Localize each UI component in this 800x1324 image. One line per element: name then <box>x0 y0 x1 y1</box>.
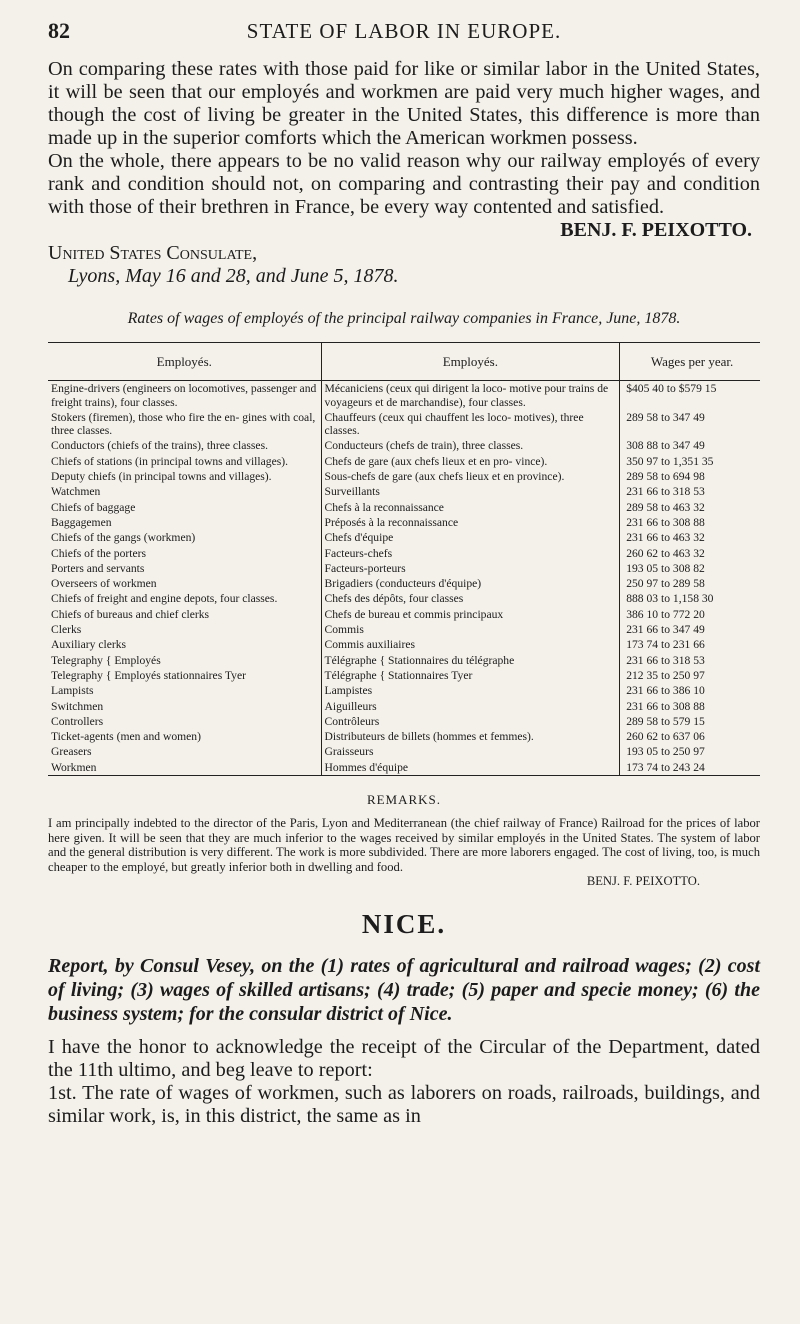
wages-cell: 173 74 to 243 24 <box>626 760 705 774</box>
wages-cell: 193 05 to 250 97 <box>626 745 705 759</box>
employe-en-cell: Chiefs of stations (in principal towns and villages). <box>48 454 321 469</box>
wages-cell: 231 66 to 318 53 <box>626 485 705 499</box>
employe-fr-cell: Lampistes <box>321 683 620 698</box>
wages-cell: 231 66 to 308 88 <box>626 515 705 529</box>
employe-en-cell: Porters and servants <box>48 561 321 576</box>
employe-fr-cell: Conducteurs (chefs de train), three classes. <box>321 438 620 453</box>
employe-en-cell: Ticket-agents (men and women) <box>48 729 321 744</box>
page-number: 82 <box>48 18 70 43</box>
employe-fr-cell: Surveillants <box>321 484 620 499</box>
employe-en-cell: Telegraphy { Employés <box>48 653 321 668</box>
employe-fr-cell: Chefs de bureau et commis principaux <box>321 607 620 622</box>
wages-cell: 231 66 to 386 10 <box>626 684 705 698</box>
section-title: NICE. <box>361 909 447 940</box>
table-row <box>48 410 760 439</box>
employe-fr-cell: Facteurs-chefs <box>321 546 620 561</box>
employe-fr-cell: Hommes d'équipe <box>321 760 620 776</box>
wages-cell: 289 58 to 347 49 <box>626 410 705 424</box>
table-row <box>48 668 760 683</box>
table-header-row <box>48 343 760 381</box>
wages-cell: 888 03 to 1,158 30 <box>626 592 714 606</box>
consulate-dates: Lyons, May 16 and 28, and June 5, 1878. <box>68 265 399 287</box>
running-head <box>48 18 760 48</box>
employe-en-cell: Engine-drivers (engineers on locomotives, passenger and freight trains), four classes. <box>48 381 321 410</box>
employe-fr-cell: Mécaniciens (ceux qui dirigent la loco- motive pour trains de voyageurs et de marchandise), four classes. <box>321 381 620 410</box>
wages-cell: 173 74 to 231 66 <box>626 638 705 652</box>
employe-en-cell: Workmen <box>48 760 321 776</box>
remarks-heading: REMARKS. <box>366 792 442 808</box>
table-row <box>48 714 760 729</box>
consulate-name: United States Consulate, <box>48 242 258 264</box>
wages-table <box>48 342 760 776</box>
employe-en-cell: Deputy chiefs (in principal towns and villages). <box>48 469 321 484</box>
employe-en-cell: Overseers of workmen <box>48 576 321 591</box>
employe-fr-cell: Préposés à la reconnaissance <box>321 515 620 530</box>
wages-cell: 260 62 to 463 32 <box>626 546 705 560</box>
employe-en-cell: Greasers <box>48 744 321 759</box>
employe-en-cell: Chiefs of bureaus and chief clerks <box>48 607 321 622</box>
employe-en-cell: Auxiliary clerks <box>48 637 321 652</box>
employe-fr-cell: Distributeurs de billets (hommes et femmes). <box>321 729 620 744</box>
report-paragraph: I have the honor to acknowledge the receipt of the Circular of the Department, dated the 11th ultimo, and beg leave to report: <box>48 1036 760 1082</box>
table-row <box>48 561 760 576</box>
table-row <box>48 622 760 637</box>
employe-fr-cell: Sous-chefs de gare (aux chefs lieux et en province). <box>321 469 620 484</box>
employe-fr-cell: Aiguilleurs <box>321 699 620 714</box>
intro-paragraph: On the whole, there appears to be no valid reason why our railway employés of every rank and condition should not, on comparing and contrasting their pay and condition with those of their brethren in France, be every way contented and satisfied. <box>48 150 760 218</box>
employe-en-cell: Telegraphy { Employés stationnaires Tyer <box>48 668 321 683</box>
employe-fr-cell: Télégraphe { Stationnaires du télégraphe <box>321 653 620 668</box>
employe-fr-cell: Chefs des dépôts, four classes <box>321 591 620 606</box>
wages-cell: 231 66 to 463 32 <box>626 531 705 545</box>
table-row <box>48 515 760 530</box>
wages-cell: 386 10 to 772 20 <box>626 607 705 621</box>
wages-cell: 308 88 to 347 49 <box>626 439 705 453</box>
wages-cell: 193 05 to 308 82 <box>626 561 705 575</box>
employe-en-cell: Watchmen <box>48 484 321 499</box>
employe-fr-cell: Télégraphe { Stationnaires Tyer <box>321 668 620 683</box>
table-row <box>48 591 760 606</box>
header-employes-en: Employés. <box>48 343 321 381</box>
table-row <box>48 729 760 744</box>
wages-cell: 289 58 to 463 32 <box>626 500 705 514</box>
header-wages: Wages per year. <box>620 343 760 381</box>
table-row <box>48 438 760 453</box>
running-head-title: STATE OF LABOR IN EUROPE. <box>246 19 562 43</box>
table-row <box>48 381 760 410</box>
wages-cell: 231 66 to 308 88 <box>626 699 705 713</box>
table-row <box>48 469 760 484</box>
wages-cell: 289 58 to 579 15 <box>626 714 705 728</box>
employe-fr-cell: Chefs de gare (aux chefs lieux et en pro- vince). <box>321 454 620 469</box>
employe-en-cell: Switchmen <box>48 699 321 714</box>
wages-cell: 231 66 to 318 53 <box>626 653 705 667</box>
wages-cell: $405 40 to $579 15 <box>626 382 717 396</box>
table-row <box>48 546 760 561</box>
employe-en-cell: Baggagemen <box>48 515 321 530</box>
report-title: Report, by Consul Vesey, on the (1) rates of agricultural and railroad wages; (2) cost of living; (3) wages of skilled artisans; (4) trade; (5) paper and specie money; (6) the business system; for the consular district of Nice. <box>48 955 760 1026</box>
table-row <box>48 637 760 652</box>
employe-en-cell: Stokers (firemen), those who fire the en- gines with coal, three classes. <box>48 410 321 439</box>
header-employes-fr: Employés. <box>321 343 620 381</box>
table-row <box>48 744 760 759</box>
table-row <box>48 500 760 515</box>
document-page <box>48 18 760 1128</box>
report-paragraph: 1st. The rate of wages of workmen, such as laborers on roads, railroads, buildings, and similar work, is, in this district, the same as in <box>48 1082 760 1128</box>
remarks-signature: BENJ. F. PEIXOTTO. <box>586 874 700 889</box>
table-caption: Rates of wages of employés of the principal railway companies in France, June, 1878. <box>127 310 681 327</box>
employe-en-cell: Lampists <box>48 683 321 698</box>
wages-cell: 212 35 to 250 97 <box>626 668 705 682</box>
employe-fr-cell: Graisseurs <box>321 744 620 759</box>
employe-fr-cell: Chefs d'équipe <box>321 530 620 545</box>
table-row <box>48 454 760 469</box>
table-row <box>48 576 760 591</box>
employe-fr-cell: Chauffeurs (ceux qui chauffent les loco- motives), three classes. <box>321 410 620 439</box>
employe-en-cell: Clerks <box>48 622 321 637</box>
employe-en-cell: Chiefs of the gangs (workmen) <box>48 530 321 545</box>
employe-fr-cell: Chefs à la reconnaissance <box>321 500 620 515</box>
table-row <box>48 699 760 714</box>
employe-en-cell: Chiefs of the porters <box>48 546 321 561</box>
employe-en-cell: Chiefs of baggage <box>48 500 321 515</box>
employe-fr-cell: Contrôleurs <box>321 714 620 729</box>
wages-cell: 260 62 to 637 06 <box>626 730 705 744</box>
remarks-text: I am principally indebted to the director of the Paris, Lyon and Mediterranean (the chief railway of France) Railroad for the prices of labor here given. It will be seen that they are much inferior to the wages received by similar employés in the United States. The system of labor and the general distribution is very different. The work is more subdivided. There are more laborers engaged. The cost of living, too, is much cheaper to the employé, but greatly inferior both in dwelling and food. <box>48 816 760 874</box>
employe-fr-cell: Commis auxiliaires <box>321 637 620 652</box>
wages-cell: 289 58 to 694 98 <box>626 470 705 484</box>
table-body <box>48 381 760 776</box>
employe-en-cell: Conductors (chiefs of the trains), three classes. <box>48 438 321 453</box>
wages-cell: 350 97 to 1,351 35 <box>626 454 714 468</box>
table-row <box>48 530 760 545</box>
employe-en-cell: Controllers <box>48 714 321 729</box>
wages-cell: 231 66 to 347 49 <box>626 623 705 637</box>
wages-cell: 250 97 to 289 58 <box>626 577 705 591</box>
employe-fr-cell: Commis <box>321 622 620 637</box>
table-row <box>48 760 760 776</box>
employe-fr-cell: Brigadiers (conducteurs d'équipe) <box>321 576 620 591</box>
table-row <box>48 653 760 668</box>
table-row <box>48 607 760 622</box>
signature: BENJ. F. PEIXOTTO. <box>560 219 752 241</box>
table-row <box>48 484 760 499</box>
employe-en-cell: Chiefs of freight and engine depots, four classes. <box>48 591 321 606</box>
employe-fr-cell: Facteurs-porteurs <box>321 561 620 576</box>
table-row <box>48 683 760 698</box>
intro-paragraph: On comparing these rates with those paid for like or similar labor in the United States, it will be seen that our employés and workmen are paid very much higher wages, and though the cost of living be greater in the United States, this difference is more than made up in the superior comforts which the American workmen possess. <box>48 58 760 149</box>
